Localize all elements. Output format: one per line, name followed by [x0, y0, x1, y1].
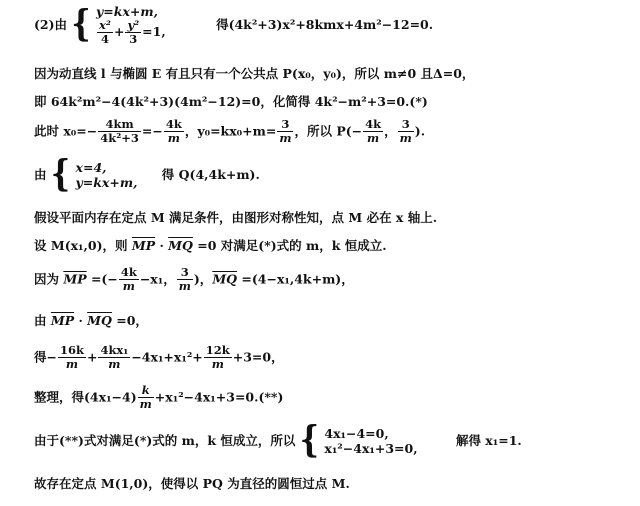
- fraction: [98, 344, 130, 371]
- vector-mp: $\overline{MP}$: [131, 238, 156, 253]
- vector-mp: $\overline{MP}$: [50, 313, 75, 328]
- line-1: [34, 4, 433, 46]
- text: 由于(**)式对满足(*)式的 m，k 恒成立，所以: [34, 433, 296, 448]
- fraction: [363, 118, 383, 145]
- line-5: [34, 153, 260, 196]
- fraction: [58, 344, 86, 371]
- result: 得 Q(4,4k+m).: [161, 167, 260, 182]
- denominator: 4k²+3: [100, 131, 139, 145]
- denominator: m: [122, 279, 135, 293]
- denominator: m: [367, 131, 380, 145]
- text: ，: [384, 123, 397, 139]
- denominator: m: [178, 279, 191, 293]
- numerator: y²: [127, 18, 140, 32]
- denominator: m: [211, 357, 224, 371]
- line-2: 因为动直线 l 与椭圆 E 有且只有一个公共点 P(x₀，y₀)，所以 m≠0 且Δ=0，: [34, 66, 475, 81]
- text: 由: [34, 167, 47, 182]
- system-eq-2: y=kx+m,: [75, 175, 138, 190]
- system-eq-2: [96, 19, 166, 46]
- fraction: [277, 118, 293, 145]
- vector-mp: $\overline{MP}$: [63, 271, 87, 287]
- result: 得(4k²+3)x²+8kmx+4m²−12=0.: [216, 17, 434, 32]
- system-eq-1: x=4,: [75, 160, 107, 175]
- fraction: [125, 19, 141, 46]
- numerator: 3: [398, 118, 414, 132]
- text: 因为: [34, 271, 64, 287]
- numerator: 4k: [365, 117, 382, 131]
- numerator: 4k: [120, 265, 137, 279]
- line-8: [34, 266, 354, 293]
- vector-mq: $\overline{MQ}$: [168, 238, 193, 253]
- text: ·: [74, 313, 88, 328]
- line-4: [34, 118, 425, 145]
- fraction: [177, 266, 193, 293]
- system-eq-1: 4x₁−4=0,: [324, 426, 389, 441]
- system-eq-2: x₁²−4x₁+3=0,: [324, 441, 418, 456]
- text: 此时 x₀=−: [34, 123, 98, 139]
- text: 得−: [34, 349, 57, 365]
- text: ，所以 P(−: [294, 123, 363, 139]
- denominator: m: [399, 131, 412, 145]
- numerator: 3: [177, 266, 193, 280]
- line-6: 假设平面内存在定点 M 满足条件，由图形对称性知，点 M 必在 x 轴上.: [34, 210, 438, 225]
- equation-system: [76, 160, 138, 190]
- fraction: [98, 118, 141, 145]
- fraction: [398, 118, 414, 145]
- equation-system: [324, 426, 417, 456]
- denominator: m: [139, 397, 152, 411]
- line-10: [34, 344, 284, 371]
- result: 解得 x₁=1.: [455, 433, 522, 448]
- text: 设 M(x₁,0)，则: [34, 238, 132, 253]
- text: =−: [141, 123, 163, 139]
- line-12: [34, 419, 522, 462]
- numerator: 4kx₁: [100, 343, 129, 357]
- line-7: [34, 238, 387, 254]
- line-11: [34, 384, 283, 411]
- line-13: 故存在定点 M(1,0)，使得以 PQ 为直径的圆恒过点 M.: [34, 476, 350, 491]
- text: =1,: [142, 24, 166, 39]
- fraction: [164, 118, 184, 145]
- numerator: x²: [99, 18, 111, 32]
- numerator: 12k: [205, 343, 230, 357]
- text: +3=0，: [232, 349, 284, 365]
- system-eq-1: y=kx+m,: [96, 4, 158, 19]
- text: −4x₁+x₁²+: [131, 349, 203, 365]
- denominator: m: [65, 357, 79, 371]
- left-brace-icon: {: [71, 3, 91, 46]
- denominator: m: [279, 131, 292, 145]
- vector-mq: $\overline{MQ}$: [87, 313, 112, 328]
- text: ).: [414, 123, 426, 139]
- denominator: m: [108, 357, 121, 371]
- fraction: [97, 19, 113, 46]
- numerator: 4k: [165, 117, 182, 131]
- left-brace-icon: {: [299, 419, 320, 462]
- text: ，y₀=kx₀+m=: [184, 123, 277, 139]
- text: +x₁²−4x₁+3=0.(**): [154, 389, 284, 405]
- equation-system: [96, 4, 166, 46]
- numerator: 3: [277, 118, 293, 132]
- text: )，: [193, 271, 213, 287]
- text: =0 对满足(*)式的 m，k 恒成立.: [192, 238, 387, 253]
- text: =(−: [86, 271, 118, 287]
- numerator: k: [138, 384, 154, 398]
- text: (2)由: [34, 17, 68, 32]
- denominator: m: [167, 131, 180, 145]
- text: +: [86, 349, 98, 365]
- text: −x₁，: [139, 271, 176, 287]
- vector-mq: $\overline{MQ}$: [212, 271, 238, 287]
- numerator: 4km: [98, 118, 141, 132]
- numerator: 16k: [59, 343, 84, 357]
- text: +: [113, 24, 125, 39]
- fraction: [119, 266, 139, 293]
- left-brace-icon: {: [50, 153, 71, 196]
- denominator: 4: [100, 32, 109, 46]
- text: =0，: [111, 313, 148, 328]
- text: 整理，得(4x₁−4): [34, 389, 137, 405]
- text: 由: [34, 313, 51, 328]
- denominator: 3: [129, 32, 138, 46]
- fraction: [204, 344, 232, 371]
- text: ·: [155, 238, 169, 253]
- text: =(4−x₁,4k+m)，: [237, 271, 354, 287]
- fraction: [138, 384, 154, 411]
- line-3: 即 64k²m²−4(4k²+3)(4m²−12)=0，化简得 4k²−m²+3=0.(*): [34, 94, 428, 109]
- line-9: [34, 313, 148, 329]
